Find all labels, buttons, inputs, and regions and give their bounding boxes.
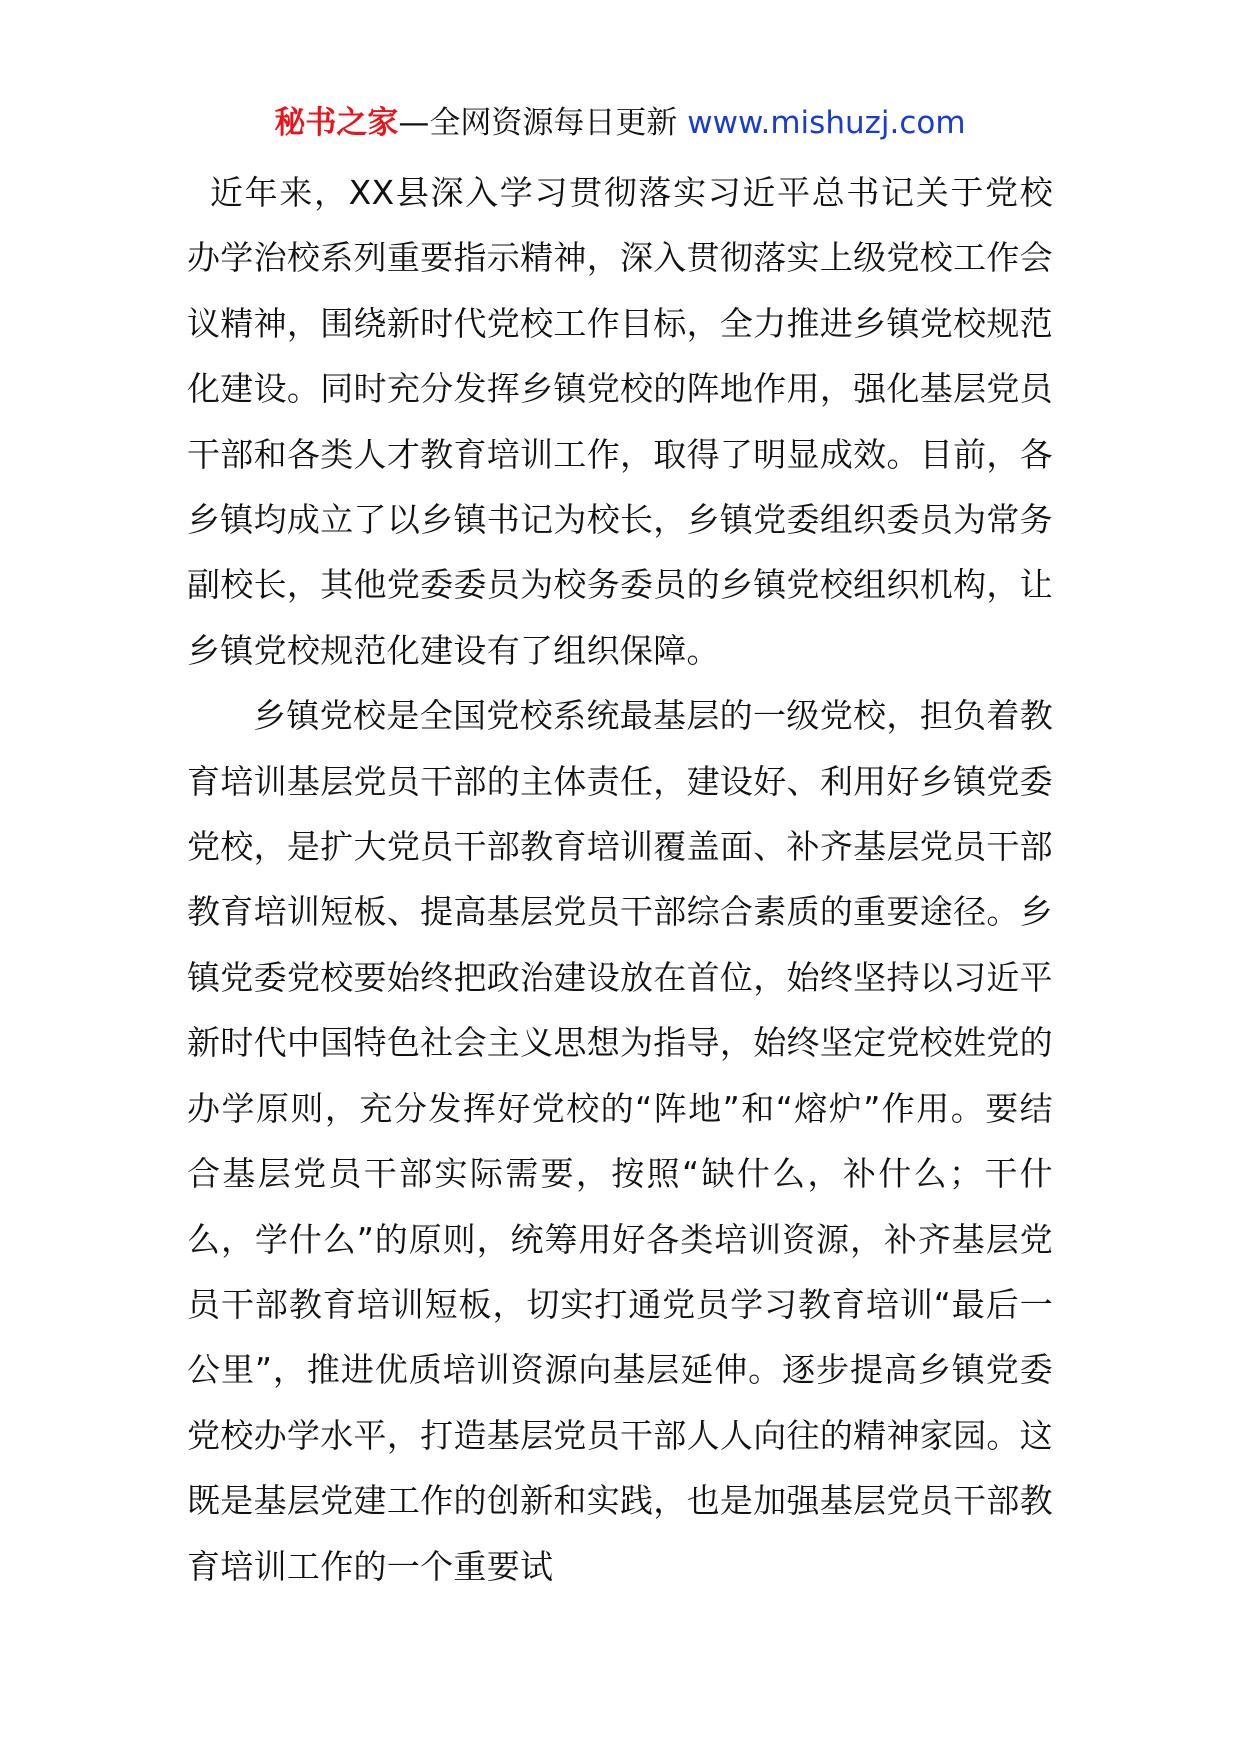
header-slogan: —全网资源每日更新	[398, 105, 678, 141]
paragraph-2: 乡镇党校是全国党校系统最基层的一级党校，担负着教育培训基层党员干部的主体责任，建设好、利用好乡镇党委党校，是扩大党员干部教育培训覆盖面、补齐基层党员干部教育培训短板、提高基层党员干部综合素质的重要途径。乡镇党委党校要始终把政治建设放在首位，始终坚持以习近平新时代中国特色社会主义思想为指导，始终坚定党校姓党的办学原则，充分发挥好党校的“阵地”和“熔炉”作用。要结合基层党员干部实际需要，按照“缺什么，补什么；干什么，学什么”的原则，统筹用好各类培训资源，补齐基层党员干部教育培训短板，切实打通党员学习教育培训“最后一公里”，推进优质培训资源向基层延伸。逐步提高乡镇党委党校办学水平，打造基层党员干部人人向往的精神家园。这既是基层党建工作的创新和实践，也是加强基层党员干部教育培训工作的一个重要试	[187, 696, 1053, 1586]
header-url-link[interactable]: www.mishuzj.com	[687, 105, 966, 141]
page-header	[0, 100, 1240, 146]
paragraph-1: 近年来，XX县深入学习贯彻落实习近平总书记关于党校办学治校系列重要指示精神，深入贯彻落实上级党校工作会议精神，围绕新时代党校工作目标，全力推进乡镇党校规范化建设。同时充分发挥乡镇党校的阵地作用，强化基层党员干部和各类人才教育培训工作，取得了明显成效。目前，各乡镇均成立了以乡镇书记为校长，乡镇党委组织委员为常务副校长，其他党委委员为校务委员的乡镇党校组织机构，让乡镇党校规范化建设有了组织保障。	[187, 173, 1053, 670]
header-brand: 秘书之家	[274, 105, 399, 141]
document-body	[187, 160, 1053, 1599]
